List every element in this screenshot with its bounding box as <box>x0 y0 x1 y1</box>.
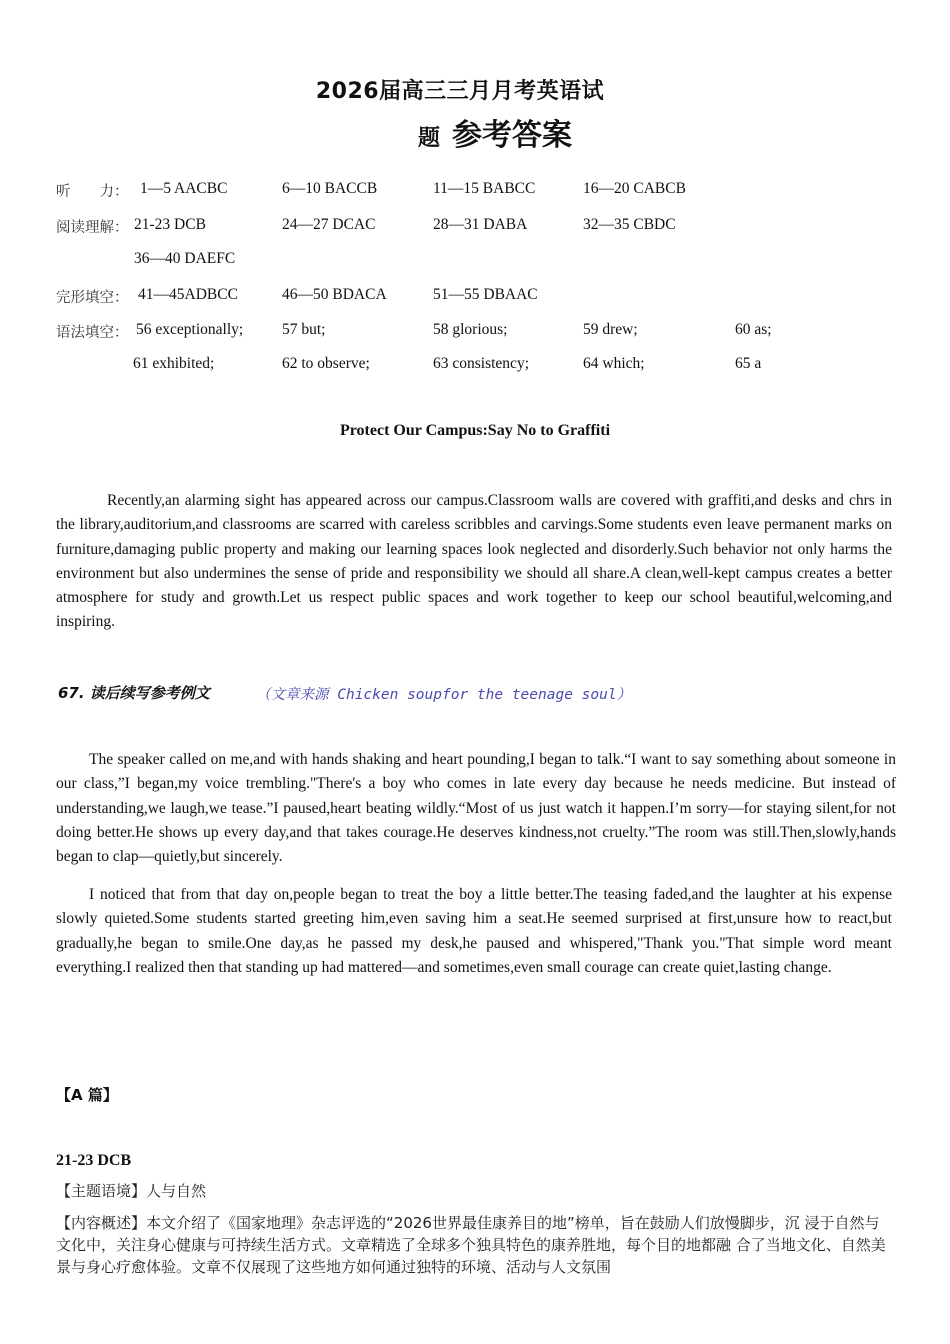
grammar-answer-58: 58 glorious; <box>433 321 508 338</box>
listening-answer-4: 16—20 CABCB <box>583 180 686 197</box>
continuation-paragraph-2: I noticed that from that day on,people began to treat the boy a little better.The teasing faded,and the laughter at his expense slowly quieted.Some students started greeting him,even saving him a seat.He seemed surprised at first,unsure how to react,but gradually,he began to smile.One day,as he passed my desk,he paused and whispered,"Thank you."That simple word meant everything.I realized then that standing up had mattered—and sometimes,even small courage can create quiet,lasting change. <box>56 886 892 976</box>
grammar-answer-62: 62 to observe; <box>282 355 370 372</box>
grammar-answer-64: 64 which; <box>583 355 645 372</box>
title-suffix: 题 <box>417 126 440 151</box>
section-a-answer: 21-23 DCB <box>56 1152 132 1169</box>
essay-heading: Protect Our Campus:Say No to Graffiti <box>339 422 611 439</box>
grammar-label: 语法填空： <box>56 325 129 341</box>
reading-answer-4: 32—35 CBDC <box>583 216 676 233</box>
grammar-answer-60: 60 as; <box>735 321 772 338</box>
reading-label: 阅读理解： <box>56 220 129 236</box>
section-67-title: 67. 读后续写参考例文 <box>58 684 210 702</box>
listening-answer-1: 1—5 AACBC <box>140 180 228 197</box>
section-a-summary: 【内容概述】本文介绍了《国家地理》杂志评选的“2026世界最佳康养目的地”榜单，旨在鼓励人们放慢脚步，沉 浸于自然与文化中，关注身心健康与可持续生活方式。文章精选了全球多个独具特色的康养胜地，每个目的地都融 合了当地文化、自然美景与身心疗愈体验。文章不仅展现了这些地方如何通过独特的环境、活动与人文氛围 <box>56 1214 886 1276</box>
reading-answer-3: 28—31 DABA <box>433 216 528 233</box>
answer-key-title: 参考答案 <box>452 118 572 153</box>
reading-answer-1: 21-23 DCB <box>134 216 206 233</box>
section-a-theme: 【主题语境】人与自然 <box>56 1182 207 1200</box>
listening-answer-2: 6—10 BACCB <box>282 180 378 197</box>
section-67-source: （文章来源 Chicken soupfor the teenage soul） <box>256 687 632 703</box>
grammar-answer-61: 61 exhibited; <box>133 355 215 372</box>
section-a-label: 【A 篇】 <box>56 1086 118 1104</box>
cloze-answer-2: 46—50 BDACA <box>282 286 387 303</box>
grammar-answer-56: 56 exceptionally; <box>136 321 244 338</box>
continuation-paragraph-1: The speaker called on me,and with hands shaking and heart pounding,I began to talk.“I want to say something about someone in our class,”I began,my voice trembling."There's a boy who comes in late every day because he needs medicine. But instead of understanding,we laugh,we tease.”I paused,heart beating wildly.“Most of us just watch it happen.I’m sorry—for staying silent,for not doing better.He shows up every day,and that takes courage.He deserves kindness,not cruelty.”The room was still.Then,slowly,hands began to clap—quietly,but sincerely. <box>56 751 896 866</box>
reading-answer-5: 36—40 DAEFC <box>134 250 236 267</box>
grammar-answer-59: 59 drew; <box>583 321 638 338</box>
reading-answer-2: 24—27 DCAC <box>282 216 376 233</box>
essay-paragraph: Recently,an alarming sight has appeared across our campus.Classroom walls are covered with graffiti,and desks and chrs in the library,auditorium,and classrooms are scarred with careless scribbles and carvings.Some students even leave permanent marks on furniture,damaging public property and making our learning spaces look neglected and disorderly.Such behavior not only harms the environment but also undermines the sense of pride and responsibility we should all share.A clean,well-kept campus creates a better atmosphere for study and growth.Let us respect public spaces and work together to keep our school beautiful,welcoming,and inspiring. <box>56 492 892 631</box>
cloze-answer-3: 51—55 DBAAC <box>433 286 538 303</box>
page-subtitle <box>0 110 950 154</box>
cloze-label: 完形填空： <box>56 290 129 306</box>
page-title: 2026届高三三月月考英语试 <box>315 79 605 104</box>
cloze-answer-1: 41—45ADBCC <box>138 286 238 303</box>
listening-label: 听 力： <box>56 184 129 200</box>
grammar-answer-65: 65 a <box>735 355 762 372</box>
listening-answer-3: 11—15 BABCC <box>433 180 536 197</box>
grammar-answer-57: 57 but; <box>282 321 326 338</box>
grammar-answer-63: 63 consistency; <box>433 355 529 372</box>
